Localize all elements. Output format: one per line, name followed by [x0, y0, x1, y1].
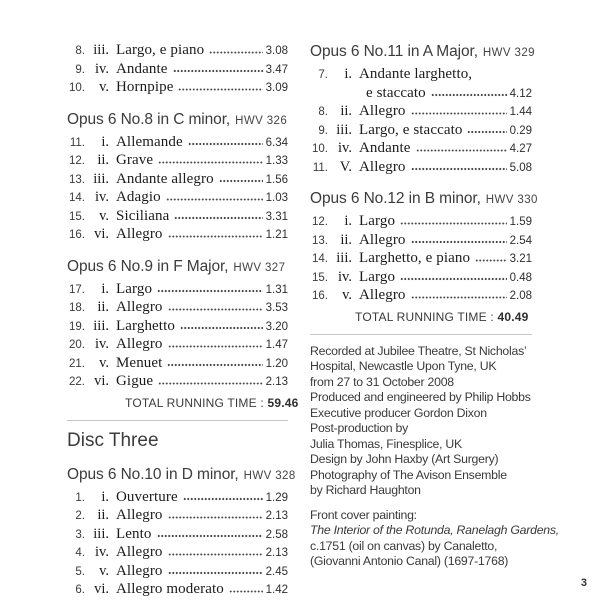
track-time: 4.12	[509, 87, 532, 100]
track-time: 3.53	[265, 302, 288, 314]
track-number: 11.	[69, 136, 85, 149]
hwv-catalog-number: HWV 328	[243, 469, 296, 482]
dot-leader	[219, 179, 263, 183]
track-number: 1.	[75, 491, 85, 504]
track-number: 6.	[75, 584, 85, 596]
track-number: 2.	[75, 510, 85, 522]
dot-leader	[400, 222, 507, 226]
dot-leader	[168, 516, 263, 520]
total-running-time	[310, 309, 532, 326]
credits-line: Julia Thomas, Finesplice, UK	[310, 436, 463, 451]
track-title: Larghetto	[116, 317, 175, 334]
total-running-time-value: 59.46	[267, 395, 299, 410]
track-list-left-column	[67, 42, 299, 600]
track-number: 16.	[69, 229, 85, 241]
track-movement-numeral: iv.	[338, 140, 352, 156]
track-title: Larghetto, e piano	[359, 250, 471, 266]
track-row	[67, 79, 288, 98]
track-number: 21.	[69, 357, 85, 370]
track-row	[310, 122, 532, 141]
track-title: Adagio	[116, 189, 161, 205]
dot-leader	[166, 198, 263, 202]
opus-heading-text: Opus 6 No.10 in D minor,	[67, 465, 239, 483]
track-time: 1.03	[265, 192, 288, 204]
credits-line: Recorded at Jubilee Theatre, St Nicholas’	[310, 343, 527, 358]
track-title: Allegro	[116, 562, 163, 579]
track-movement-numeral: iv.	[338, 268, 352, 285]
track-row	[67, 61, 288, 80]
track-row	[310, 232, 532, 251]
section-divider	[310, 334, 532, 335]
credits-block	[310, 507, 559, 570]
credits-line: (Giovanni Antonio Canal) (1697-1768)	[310, 554, 509, 568]
track-time: 1.59	[509, 216, 532, 228]
track-number: 4.	[75, 547, 85, 559]
opus-heading	[67, 110, 288, 131]
track-row	[67, 226, 288, 245]
track-row	[310, 103, 532, 122]
track-title-line2: e staccato	[366, 84, 426, 101]
track-number: 22.	[69, 376, 85, 388]
track-title: Allegro	[116, 507, 163, 523]
track-title: Allegro	[359, 103, 406, 119]
track-title: Allemande	[116, 133, 183, 150]
dot-leader	[157, 289, 263, 293]
track-title: Largo, e staccato	[359, 121, 463, 138]
track-number: 16.	[312, 290, 328, 302]
track-number: 13.	[69, 173, 85, 186]
track-time: 3.20	[265, 320, 288, 333]
track-movement-numeral: i.	[344, 66, 352, 82]
credits-line: by Richard Haughton	[310, 483, 421, 497]
track-number: 15.	[312, 271, 328, 284]
track-title: Hornpipe	[116, 79, 174, 95]
track-movement-numeral: iv.	[95, 60, 109, 77]
dot-leader	[158, 382, 262, 386]
track-row	[310, 250, 532, 269]
track-movement-numeral: ii.	[97, 507, 109, 523]
track-title: Largo	[359, 213, 396, 229]
track-movement-numeral: iii.	[336, 250, 352, 266]
track-number: 18.	[69, 302, 85, 314]
track-time: 3.08	[265, 45, 288, 57]
track-number: 10.	[312, 143, 328, 155]
dot-leader	[400, 277, 507, 281]
opus-heading-text: Opus 6 No.9 in F Major,	[67, 257, 229, 275]
total-running-time-label: TOTAL RUNNING TIME :	[355, 309, 494, 324]
track-title: Grave	[116, 152, 154, 168]
track-title: Allegro	[116, 336, 163, 352]
track-title: Allegro moderato	[116, 581, 224, 597]
opus-section	[67, 257, 299, 412]
track-time: 1.47	[265, 339, 288, 351]
opus-section	[310, 42, 535, 177]
track-movement-numeral: iii.	[93, 170, 109, 187]
track-time: 0.48	[509, 271, 532, 284]
track-number: 9.	[318, 124, 328, 137]
track-title: Menuet	[116, 354, 163, 371]
track-time: 3.47	[265, 63, 288, 76]
track-title: Siciliana	[116, 207, 170, 224]
opus-heading-text: Opus 6 No.12 in B minor,	[310, 190, 481, 207]
dot-leader	[180, 326, 263, 330]
track-movement-numeral: ii.	[97, 299, 109, 315]
track-time: 3.31	[265, 210, 288, 223]
track-title: Largo, e piano	[116, 42, 205, 58]
track-number: 8.	[318, 106, 328, 118]
dot-leader	[188, 142, 263, 146]
track-movement-numeral: v.	[99, 79, 109, 95]
track-row-continuation	[310, 85, 532, 104]
track-row	[310, 66, 532, 85]
dot-leader	[411, 112, 507, 116]
dot-leader	[168, 571, 263, 575]
dot-leader	[431, 93, 507, 97]
track-number: 12.	[312, 216, 328, 228]
track-time: 4.27	[509, 143, 532, 155]
credits-line: Design by John Haxby (Art Surgery)	[310, 452, 499, 466]
track-number: 14.	[312, 253, 328, 265]
track-title: Andante allegro	[116, 170, 214, 187]
dot-leader	[411, 167, 507, 171]
dot-leader	[467, 130, 506, 134]
opus-section	[67, 110, 288, 245]
credits-line: c.1751 (oil on canvas) by Canaletto,	[310, 538, 498, 553]
track-number: 10.	[69, 82, 85, 94]
track-number: 3.	[75, 528, 85, 541]
track-row	[67, 489, 288, 508]
track-movement-numeral: iii.	[93, 42, 109, 58]
dot-leader	[167, 363, 262, 367]
total-running-time-label: TOTAL RUNNING TIME :	[125, 395, 264, 410]
track-row	[67, 42, 288, 61]
track-time: 2.08	[509, 290, 532, 302]
track-movement-numeral: iv.	[95, 189, 109, 205]
track-time: 2.54	[509, 234, 532, 247]
track-time: 6.34	[265, 136, 288, 149]
track-title: Andante	[359, 140, 411, 156]
disc-heading: Disc Three	[67, 429, 159, 451]
track-row	[67, 355, 288, 374]
credits-line: Executive producer Gordon Dixon	[310, 405, 487, 420]
dot-leader	[416, 149, 507, 153]
track-movement-numeral: i.	[101, 488, 109, 505]
track-title: Allegro	[359, 231, 406, 248]
opus-heading	[310, 189, 538, 210]
track-title: Andante	[116, 60, 168, 77]
credits-line: Photography of The Avison Ensemble	[310, 467, 507, 482]
track-movement-numeral: i.	[101, 133, 109, 150]
opus-section	[67, 465, 296, 600]
dot-leader	[173, 69, 263, 73]
track-time: 1.31	[265, 283, 288, 296]
track-time: 3.21	[509, 253, 532, 265]
track-time: 1.44	[509, 106, 532, 118]
track-title: Gigue	[116, 373, 154, 389]
opus-heading-text: Opus 6 No.8 in C minor,	[67, 110, 231, 128]
track-row	[310, 159, 532, 178]
track-row	[310, 287, 532, 306]
track-movement-numeral: iv.	[95, 544, 109, 560]
track-number: 9.	[75, 63, 85, 76]
track-row	[67, 189, 288, 208]
track-list-right-column	[310, 42, 559, 570]
dot-leader	[157, 534, 263, 538]
track-time: 1.33	[265, 155, 288, 167]
dot-leader	[168, 345, 263, 349]
opus-section	[67, 42, 288, 98]
track-title: Andante larghetto,	[359, 66, 473, 82]
opus-section	[310, 189, 538, 326]
hwv-catalog-number: HWV 330	[485, 194, 538, 206]
track-title: Allegro	[116, 226, 163, 242]
track-movement-numeral: V.	[339, 158, 352, 175]
track-movement-numeral: iv.	[95, 336, 109, 352]
track-movement-numeral: iii.	[93, 525, 109, 542]
track-movement-numeral: v.	[99, 207, 109, 224]
dot-leader	[168, 235, 263, 239]
track-time: 5.08	[509, 161, 532, 174]
credits-line: Produced and engineered by Philip Hobbs	[310, 390, 531, 404]
track-number: 14.	[69, 192, 85, 204]
hwv-catalog-number: HWV 329	[482, 47, 535, 59]
opus-heading	[310, 42, 535, 63]
credits-line: from 27 to 31 October 2008	[310, 374, 454, 389]
track-movement-numeral: ii.	[97, 152, 109, 168]
track-time: 1.42	[265, 584, 288, 596]
track-title: Largo	[116, 280, 153, 297]
track-row	[67, 152, 288, 171]
track-number: 12.	[69, 155, 85, 167]
total-running-time	[67, 395, 299, 412]
track-row	[67, 581, 288, 600]
track-row	[67, 544, 288, 563]
track-number: 15.	[69, 210, 85, 223]
track-time: 3.09	[265, 82, 288, 94]
track-title: Allegro	[359, 287, 406, 303]
track-row	[67, 134, 288, 153]
track-number: 20.	[69, 339, 85, 351]
track-row	[310, 269, 532, 288]
dot-leader	[168, 308, 263, 312]
track-number: 17.	[69, 283, 85, 296]
hwv-catalog-number: HWV 327	[233, 261, 286, 274]
track-movement-numeral: i.	[344, 213, 352, 229]
credits-line: Front cover painting:	[310, 507, 417, 522]
dot-leader	[475, 259, 507, 263]
track-movement-numeral: vi.	[94, 226, 109, 242]
track-row	[67, 507, 288, 526]
track-row	[310, 213, 532, 232]
track-movement-numeral: iii.	[93, 317, 109, 334]
credits-line: Post-production by	[310, 421, 409, 435]
track-title: Ouverture	[116, 488, 178, 505]
track-movement-numeral: v.	[99, 562, 109, 579]
credits-block	[310, 344, 532, 499]
credits-line: Hospital, Newcastle Upon Tyne, UK	[310, 359, 497, 373]
track-title: Allegro	[116, 544, 163, 560]
track-movement-numeral: v.	[99, 354, 109, 371]
track-time: 2.13	[265, 376, 288, 388]
track-number: 19.	[69, 320, 85, 333]
track-title: Largo	[359, 268, 396, 285]
track-time: 1.29	[265, 491, 288, 504]
track-row	[67, 281, 288, 300]
track-row	[67, 318, 288, 337]
page-number: 3	[580, 577, 587, 589]
track-movement-numeral: v.	[342, 287, 352, 303]
dot-leader	[209, 51, 262, 55]
track-row	[67, 208, 288, 227]
dot-leader	[168, 553, 263, 557]
track-number: 7.	[318, 69, 328, 81]
track-title: Allegro	[359, 158, 406, 175]
section-divider	[67, 420, 288, 421]
track-time: 2.58	[265, 528, 288, 541]
opus-heading-text: Opus 6 No.11 in A Major,	[310, 43, 478, 60]
track-movement-numeral: iii.	[336, 121, 352, 138]
hwv-catalog-number: HWV 326	[235, 114, 288, 127]
track-row	[67, 563, 288, 582]
track-time: 1.20	[265, 357, 288, 370]
track-time: 2.13	[265, 510, 288, 522]
track-number: 11.	[312, 161, 328, 174]
track-row	[67, 171, 288, 190]
dot-leader	[174, 216, 262, 220]
track-row	[67, 526, 288, 545]
opus-heading	[67, 257, 288, 278]
track-movement-numeral: vi.	[94, 581, 109, 597]
track-number: 13.	[312, 234, 328, 247]
dot-leader	[178, 88, 262, 92]
dot-leader	[411, 296, 507, 300]
track-time: 1.21	[265, 229, 288, 241]
track-movement-numeral: i.	[101, 280, 109, 297]
track-title: Lento	[116, 525, 152, 542]
opus-heading	[67, 465, 296, 486]
track-time: 2.45	[265, 565, 288, 578]
credits-line: The Interior of the Rotunda, Ranelagh Gardens,	[310, 523, 559, 537]
track-title: Allegro	[116, 299, 163, 315]
dot-leader	[229, 590, 263, 594]
dot-leader	[411, 240, 507, 244]
track-row	[67, 336, 288, 355]
track-row	[67, 373, 288, 392]
track-movement-numeral: ii.	[340, 231, 352, 248]
track-movement-numeral: vi.	[94, 373, 109, 389]
track-time: 2.13	[265, 547, 288, 559]
track-number: 8.	[75, 45, 85, 57]
dot-leader	[158, 161, 262, 165]
track-time: 1.56	[265, 173, 288, 186]
track-row	[310, 140, 532, 159]
track-number: 5.	[75, 565, 85, 578]
dot-leader	[183, 497, 263, 501]
total-running-time-value: 40.49	[497, 309, 529, 324]
track-row	[67, 299, 288, 318]
track-movement-numeral: ii.	[340, 103, 352, 119]
track-time: 0.29	[509, 124, 532, 137]
